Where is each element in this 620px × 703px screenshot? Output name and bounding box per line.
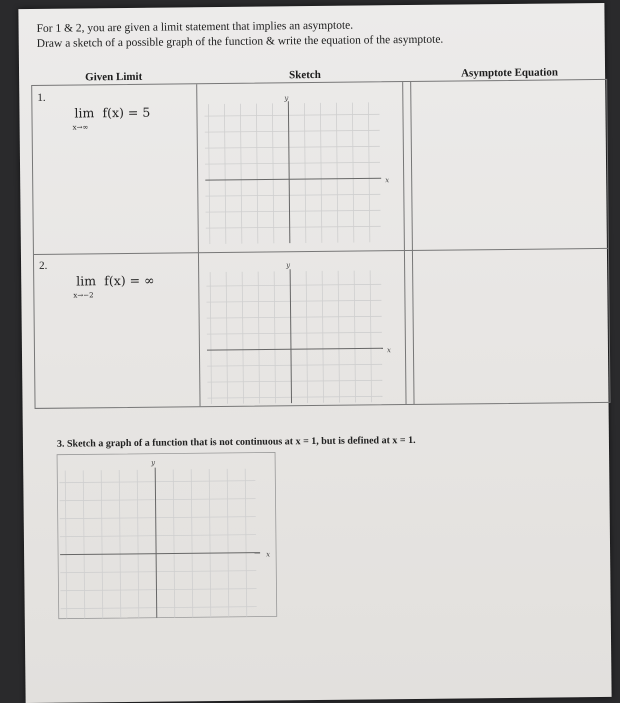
y-axis-label: y	[286, 261, 291, 270]
column-divider	[402, 82, 406, 404]
row-1-limit-rhs: f(x) = 5	[102, 104, 151, 121]
worksheet-page	[18, 3, 611, 703]
header-sketch: Sketch	[289, 68, 321, 82]
header-given-limit: Given Limit	[85, 70, 143, 84]
y-axis-line	[290, 269, 291, 403]
row-2-limit-lhs: lim	[76, 273, 97, 289]
sketch-grid-3[interactable]	[55, 450, 279, 620]
x-axis-line	[60, 553, 260, 555]
x-axis-label: x	[385, 176, 390, 185]
row-1-limit-lhs: lim	[74, 105, 95, 121]
sketch-grid-2[interactable]	[206, 260, 397, 404]
row-1-number: 1.	[37, 91, 46, 104]
row-2-number: 2.	[39, 259, 48, 272]
x-axis-label: x	[386, 346, 391, 355]
limits-table	[31, 79, 610, 409]
instruction-line-1: For 1 & 2, you are given a limit statement that implies an asymptote.	[36, 19, 354, 35]
column-divider	[196, 84, 200, 406]
instruction-line-2: Draw a sketch of a possible graph of the function & write the equation of the asymptote.	[36, 33, 444, 50]
y-axis-label: y	[151, 458, 156, 467]
row-2-limit-rhs: f(x) = ∞	[104, 272, 155, 289]
sketch-grid-1[interactable]	[204, 94, 396, 244]
x-axis-label: x	[266, 550, 271, 559]
x-axis-line	[205, 178, 381, 180]
column-divider	[410, 82, 414, 404]
y-axis-label: y	[284, 94, 289, 103]
row-2-limit-subscript: x→−2	[73, 291, 94, 300]
row-divider	[34, 248, 608, 255]
row-1-limit-subscript: x→∞	[72, 123, 89, 132]
y-axis-line	[155, 468, 157, 618]
x-axis-line	[207, 348, 383, 350]
question-3-prompt: 3. Sketch a graph of a function that is not continuous at x = 1, but is defined at x = 1.	[56, 434, 416, 450]
header-asymptote-equation: Asymptote Equation	[461, 66, 559, 80]
y-axis-line	[288, 101, 289, 243]
